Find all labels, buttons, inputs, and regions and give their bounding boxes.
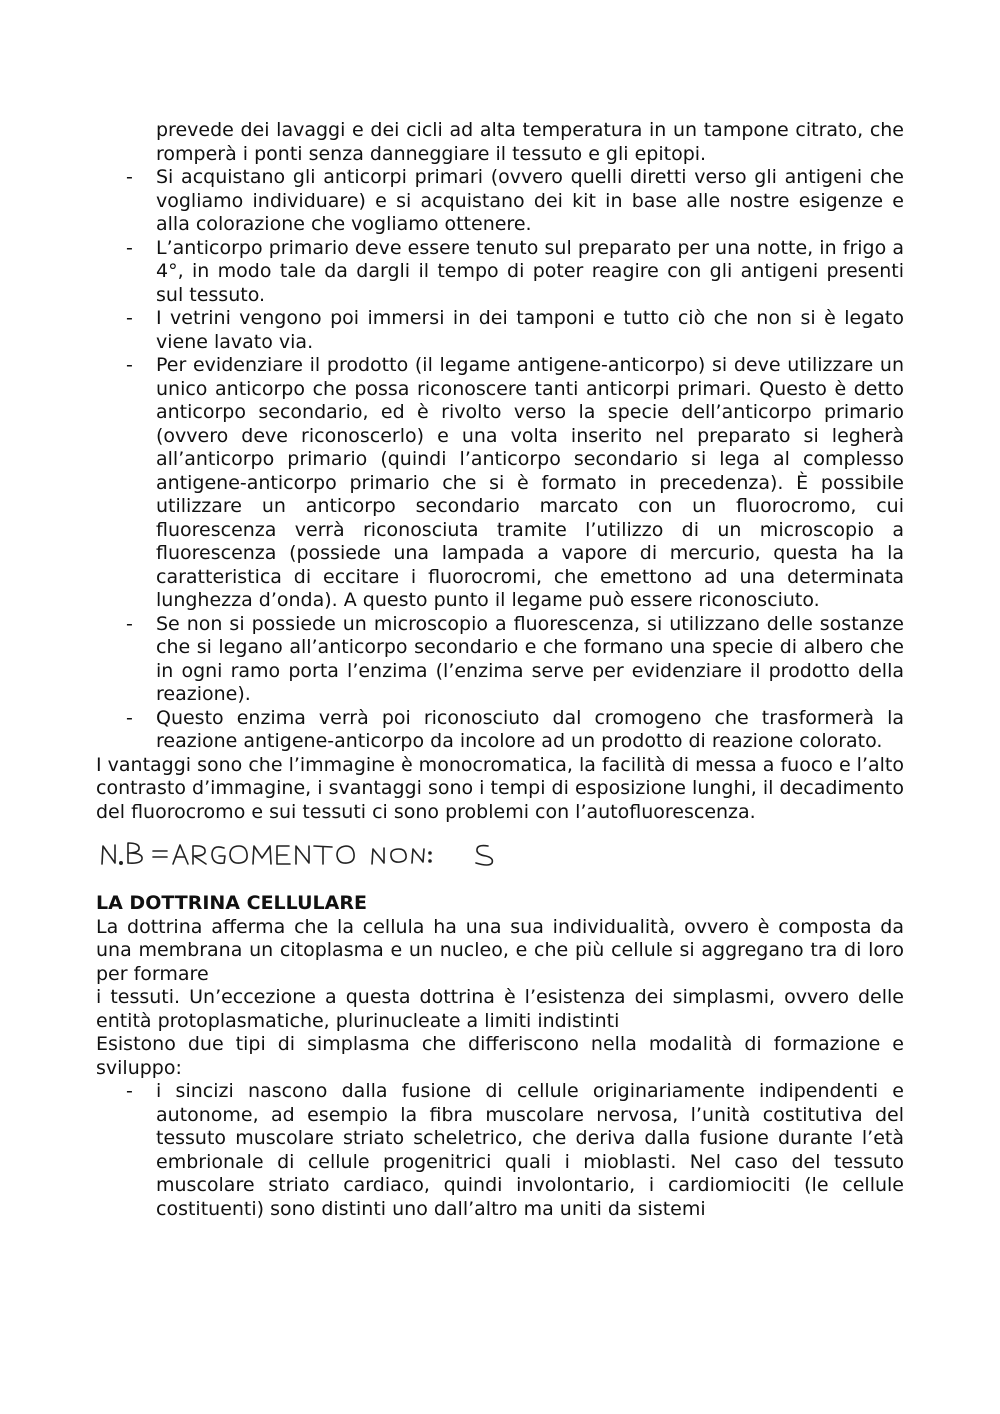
list-item-text: Si acquistano gli anticorpi primari (ovvero quelli diretti verso gli antigeni che vogliamo individuare) e si acquistano dei kit in base alle nostre esigenze e alla colorazione che vogliamo ottenere. [156, 166, 904, 235]
list-item-text: Per evidenziare il prodotto (il legame antigene-anticorpo) si deve utilizzare un unico anticorpo che possa riconoscere tanti anticorpi primari. Questo è detto anticorpo secondario, ed è rivolto verso la specie dell’anticorpo primario (ovvero deve riconoscerlo) e una volta inserito nel preparato si legherà all’anticorpo primario (quindi l’anticorpo secondario si lega al complesso antigene-anticorpo primario che si è formato in precedenza). È possibile utilizzare un anticorpo secondario marcato con un fluorocromo, cui fluorescenza verrà riconosciuta tramite l’utilizzo di un microscopio a fluorescenza (possiede una lampada a vapore di mercurio, questa ha la caratteristica di eccitare i fluorocromi, che emettono ad una determinata lunghezza d’onda). A questo punto il legame può essere riconosciuto. [156, 354, 904, 611]
handwritten-note [96, 832, 904, 880]
bullet-marker: - [126, 307, 133, 329]
bullet-marker: - [126, 166, 133, 188]
section-paragraph: Esistono due tipi di simplasma che differiscono nella modalità di formazione e sviluppo: [96, 1033, 904, 1079]
list-item [96, 166, 904, 237]
intro-continuation: prevede dei lavaggi e dei cicli ad alta temperatura in un tampone citrato, che romperà i ponti senza danneggiare il tessuto e gli epitopi. [156, 119, 904, 165]
bullet-marker: - [126, 354, 133, 376]
handwritten-note-image [96, 832, 516, 872]
section-paragraph: La dottrina afferma che la cellula ha una sua individualità, ovvero è composta da una membrana un citoplasma e un nucleo, e che più cellule si aggregano tra di loro per formare [96, 915, 904, 985]
procedure-list [96, 166, 904, 754]
list-item-text: I vetrini vengono poi immersi in dei tamponi e tutto ciò che non si è legato viene lavato via. [156, 307, 904, 353]
list-item [96, 307, 904, 354]
list-item [96, 707, 904, 754]
list-item-text: Se non si possiede un microscopio a fluorescenza, si utilizzano delle sostanze che si legano all’anticorpo secondario e che formano una specie di albero che in ogni ramo porta l’enzima (l’enzima serve per evidenziare il prodotto della reazione). [156, 612, 904, 705]
bullet-marker: - [126, 706, 133, 729]
section-title: LA DOTTRINA CELLULARE [96, 892, 367, 914]
summary-paragraph: I vantaggi sono che l’immagine è monocromatica, la facilità di messa a fuoco e l’alto contrasto d’immagine, i svantaggi sono i tempi di esposizione lunghi, il decadimento del fluorocromo e sui tessuti ci sono problemi con l’autofluorescenza. [96, 753, 904, 823]
list-item [96, 1080, 904, 1221]
simplasma-list [96, 1080, 904, 1221]
list-item [96, 613, 904, 707]
bullet-marker: - [126, 236, 133, 259]
bullet-marker: - [126, 612, 133, 635]
list-item [96, 237, 904, 308]
list-item [96, 354, 904, 613]
list-item-text: i sincizi nascono dalla fusione di cellule originariamente indipendenti e autonome, ad esempio la fibra muscolare nervosa, l’unità costitutiva del tessuto muscolare striato scheletrico, che deriva dalla fusione durante l’età embrionale di cellule progenitrici quali i mioblasti. Nel caso del tessuto muscolare striato cardiaco, quindi involontario, i cardiomiociti (le cellule costituenti) sono distinti uno dall’altro ma uniti da sistemi [156, 1080, 904, 1220]
list-item-text: Questo enzima verrà poi riconosciuto dal cromogeno che trasformerà la reazione antigene-anticorpo da incolore ad un prodotto di reazione colorato. [156, 706, 904, 752]
section-paragraph: i tessuti. Un’eccezione a questa dottrina è l’esistenza dei simplasmi, ovvero delle entità protoplasmatiche, plurinucleate a limiti indistinti [96, 986, 904, 1032]
bullet-marker: - [126, 1080, 133, 1102]
page-content [96, 119, 904, 1221]
list-item-text: L’anticorpo primario deve essere tenuto sul preparato per una notte, in frigo a 4°, in modo tale da dargli il tempo di poter reagire con gli antigeni presenti sul tessuto. [156, 236, 904, 306]
